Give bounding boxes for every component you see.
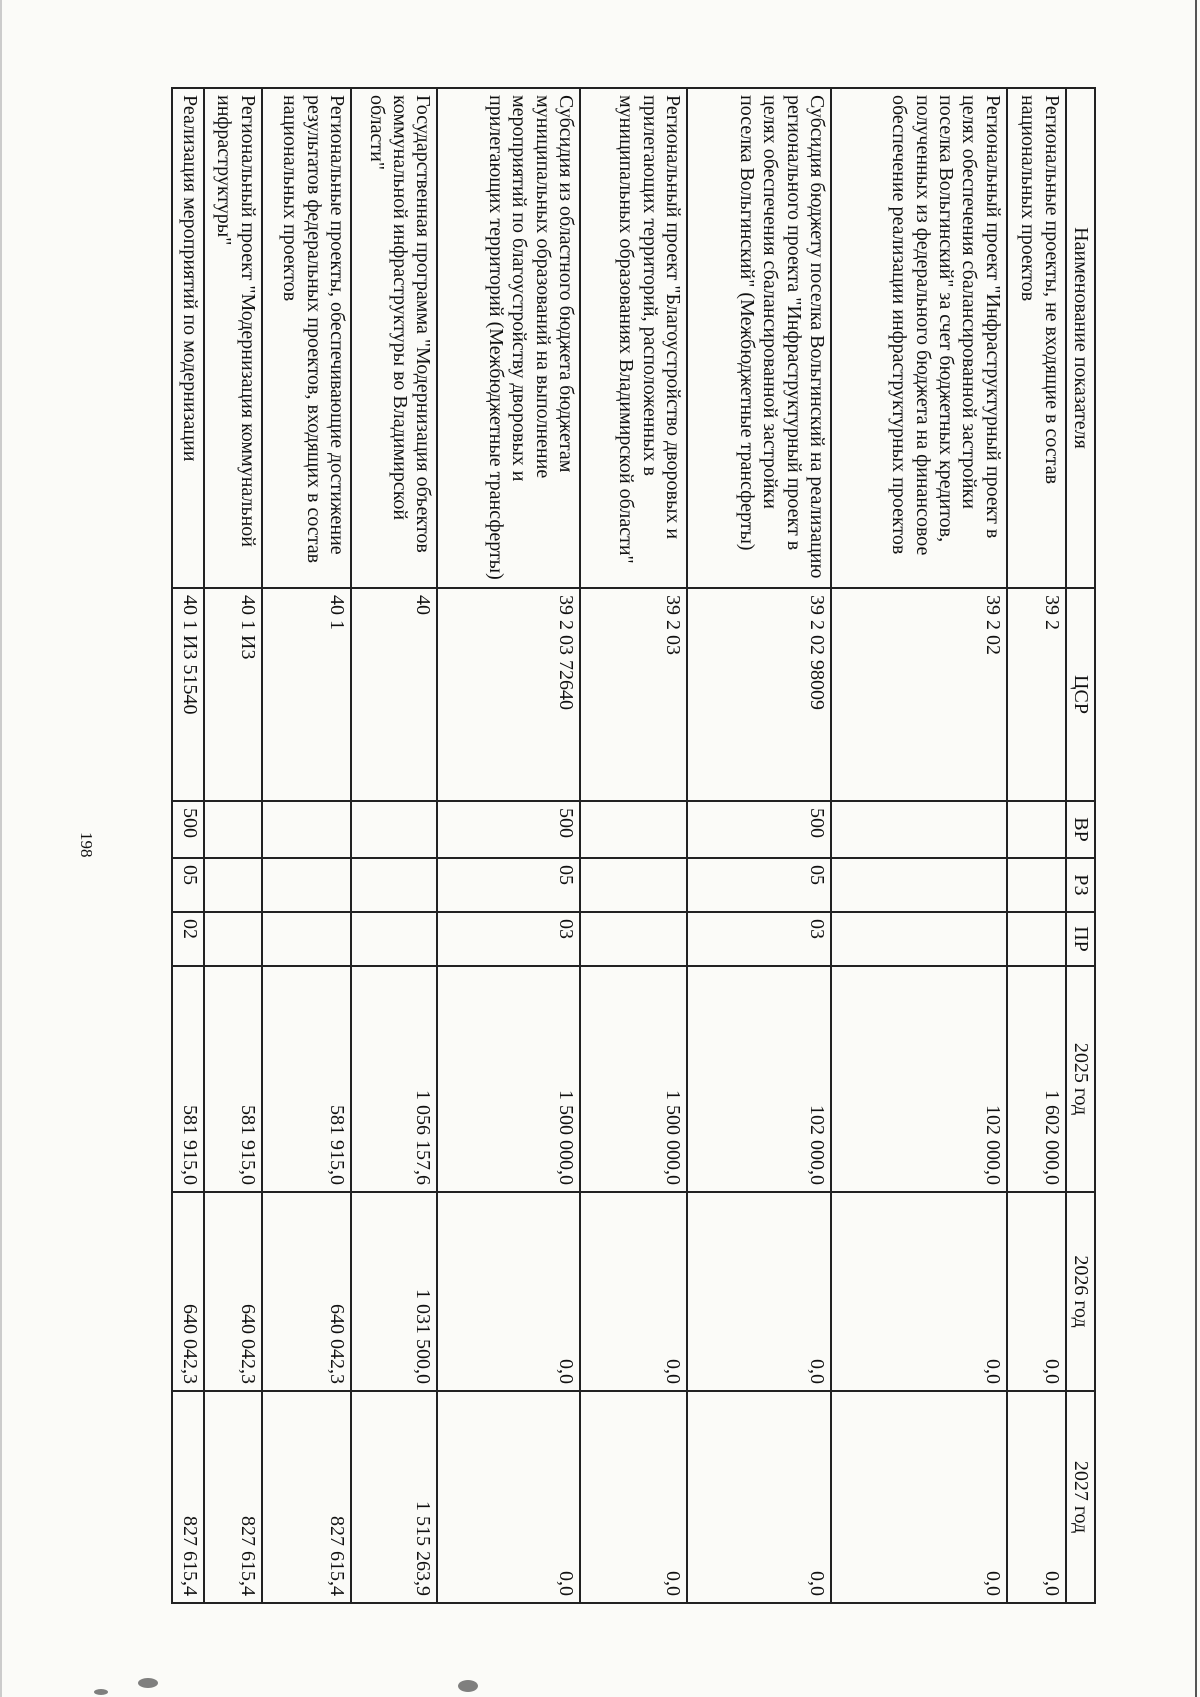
cell-indicator-name: Субсидия из областного бюджета бюджетам муниципальных образований на выполнение мероприятий по благоустройству дворовых и прилегающих территорий (Межбюджетные трансферты) — [437, 88, 580, 588]
cell-indicator-name: Региональный проект "Модернизация коммунальной инфраструктуры" — [204, 88, 262, 588]
header-pr: ПР — [1066, 912, 1095, 966]
header-csr: ЦСР — [1066, 588, 1095, 801]
cell-rz — [580, 858, 687, 912]
cell-indicator-name: Субсидия бюджету поселка Вольгинский на реализацию регионального проекта "Инфраструктурный проект в целях обеспечения сбалансированной застройки поселка Вольгинский" (Межбюджетные трансферты) — [687, 88, 831, 588]
cell-vr — [1007, 801, 1066, 858]
cell-vr — [262, 801, 351, 858]
cell-rz — [262, 858, 351, 912]
cell-csr: 40 1 — [262, 588, 351, 801]
cell-indicator-name: Государственная программа "Модернизация объектов коммунальной инфраструктуры во Владимирской области" — [351, 88, 437, 588]
cell-amount-2025: 1 602 000,0 — [1007, 966, 1066, 1192]
cell-csr: 40 1 И3 — [204, 588, 262, 801]
cell-rz: 05 — [172, 858, 204, 912]
cell-rz: 05 — [437, 858, 580, 912]
cell-amount-2025: 102 000,0 — [687, 966, 831, 1192]
cell-amount-2027: 0,0 — [687, 1391, 831, 1603]
header-2026: 2026 год — [1066, 1192, 1095, 1391]
cell-amount-2027: 827 615,4 — [172, 1391, 204, 1603]
table-row — [580, 88, 687, 1603]
cell-csr: 39 2 — [1007, 588, 1066, 801]
cell-vr — [831, 801, 1007, 858]
cell-csr: 39 2 03 — [580, 588, 687, 801]
scan-speck — [458, 1680, 478, 1692]
table-body — [172, 88, 1066, 1603]
cell-vr — [204, 801, 262, 858]
cell-rz — [351, 858, 437, 912]
cell-pr — [580, 912, 687, 966]
scan-speck — [94, 1689, 108, 1695]
cell-amount-2026: 640 042,3 — [204, 1192, 262, 1391]
cell-csr: 40 1 И3 51540 — [172, 588, 204, 801]
cell-pr: 03 — [687, 912, 831, 966]
table-row — [172, 88, 204, 1603]
rotated-table-container — [171, 87, 1096, 1602]
cell-amount-2027: 827 615,4 — [262, 1391, 351, 1603]
cell-vr — [580, 801, 687, 858]
scan-speck — [138, 1678, 158, 1688]
page-number: 198 — [77, 832, 96, 858]
cell-csr: 39 2 03 72640 — [437, 588, 580, 801]
cell-indicator-name: Региональные проекты, обеспечивающие достижение результатов федеральных проектов, входящих в состав национальных проектов — [262, 88, 351, 588]
cell-amount-2025: 581 915,0 — [262, 966, 351, 1192]
cell-indicator-name: Региональный проект "Инфраструктурный проект в целях обеспечения сбалансированной застройки поселка Вольгинский" за счет бюджетных кредитов, полученных из федерального бюджета на финансовое обеспечение реализации инфраструктурных проектов — [831, 88, 1007, 588]
cell-rz — [204, 858, 262, 912]
cell-amount-2026: 640 042,3 — [262, 1192, 351, 1391]
cell-amount-2025: 1 500 000,0 — [437, 966, 580, 1192]
cell-vr — [351, 801, 437, 858]
cell-rz — [831, 858, 1007, 912]
scan-edge-left — [0, 0, 2, 1697]
cell-amount-2027: 827 615,4 — [204, 1391, 262, 1603]
cell-csr: 40 — [351, 588, 437, 801]
cell-pr: 03 — [437, 912, 580, 966]
table-header-row — [1066, 88, 1095, 1603]
cell-amount-2027: 0,0 — [1007, 1391, 1066, 1603]
table-row — [437, 88, 580, 1603]
cell-pr — [1007, 912, 1066, 966]
cell-amount-2026: 0,0 — [580, 1192, 687, 1391]
cell-amount-2027: 0,0 — [831, 1391, 1007, 1603]
cell-amount-2027: 1 515 263,9 — [351, 1391, 437, 1603]
cell-indicator-name: Региональный проект "Благоустройство дворовых и прилегающих территорий, расположенных в муниципальных образованиях Владимирской области" — [580, 88, 687, 588]
cell-pr: 02 — [172, 912, 204, 966]
cell-indicator-name: Региональные проекты, не входящие в состав национальных проектов — [1007, 88, 1066, 588]
cell-amount-2025: 581 915,0 — [204, 966, 262, 1192]
cell-amount-2026: 0,0 — [437, 1192, 580, 1391]
scan-edge-right — [1195, 0, 1197, 1697]
cell-amount-2026: 640 042,3 — [172, 1192, 204, 1391]
table-row — [1007, 88, 1066, 1603]
budget-table — [171, 87, 1096, 1604]
cell-pr — [831, 912, 1007, 966]
cell-amount-2025: 1 500 000,0 — [580, 966, 687, 1192]
header-2027: 2027 год — [1066, 1391, 1095, 1603]
cell-amount-2027: 0,0 — [580, 1391, 687, 1603]
cell-csr: 39 2 02 — [831, 588, 1007, 801]
cell-vr: 500 — [687, 801, 831, 858]
cell-rz — [1007, 858, 1066, 912]
cell-vr: 500 — [437, 801, 580, 858]
cell-rz: 05 — [687, 858, 831, 912]
cell-amount-2026: 0,0 — [687, 1192, 831, 1391]
header-2025: 2025 год — [1066, 966, 1095, 1192]
cell-amount-2026: 1 031 500,0 — [351, 1192, 437, 1391]
table-row — [687, 88, 831, 1603]
table-row — [351, 88, 437, 1603]
table-row — [262, 88, 351, 1603]
cell-amount-2025: 1 056 157,6 — [351, 966, 437, 1192]
cell-pr — [351, 912, 437, 966]
table-row — [831, 88, 1007, 1603]
cell-amount-2025: 581 915,0 — [172, 966, 204, 1192]
cell-indicator-name: Реализация мероприятий по модернизации — [172, 88, 204, 588]
header-indicator-name: Наименование показателя — [1066, 88, 1095, 588]
cell-amount-2027: 0,0 — [437, 1391, 580, 1603]
cell-pr — [204, 912, 262, 966]
cell-csr: 39 2 02 98009 — [687, 588, 831, 801]
cell-pr — [262, 912, 351, 966]
header-vr: ВР — [1066, 801, 1095, 858]
cell-amount-2026: 0,0 — [1007, 1192, 1066, 1391]
header-rz: РЗ — [1066, 858, 1095, 912]
cell-amount-2026: 0,0 — [831, 1192, 1007, 1391]
table-row — [204, 88, 262, 1603]
cell-vr: 500 — [172, 801, 204, 858]
cell-amount-2025: 102 000,0 — [831, 966, 1007, 1192]
